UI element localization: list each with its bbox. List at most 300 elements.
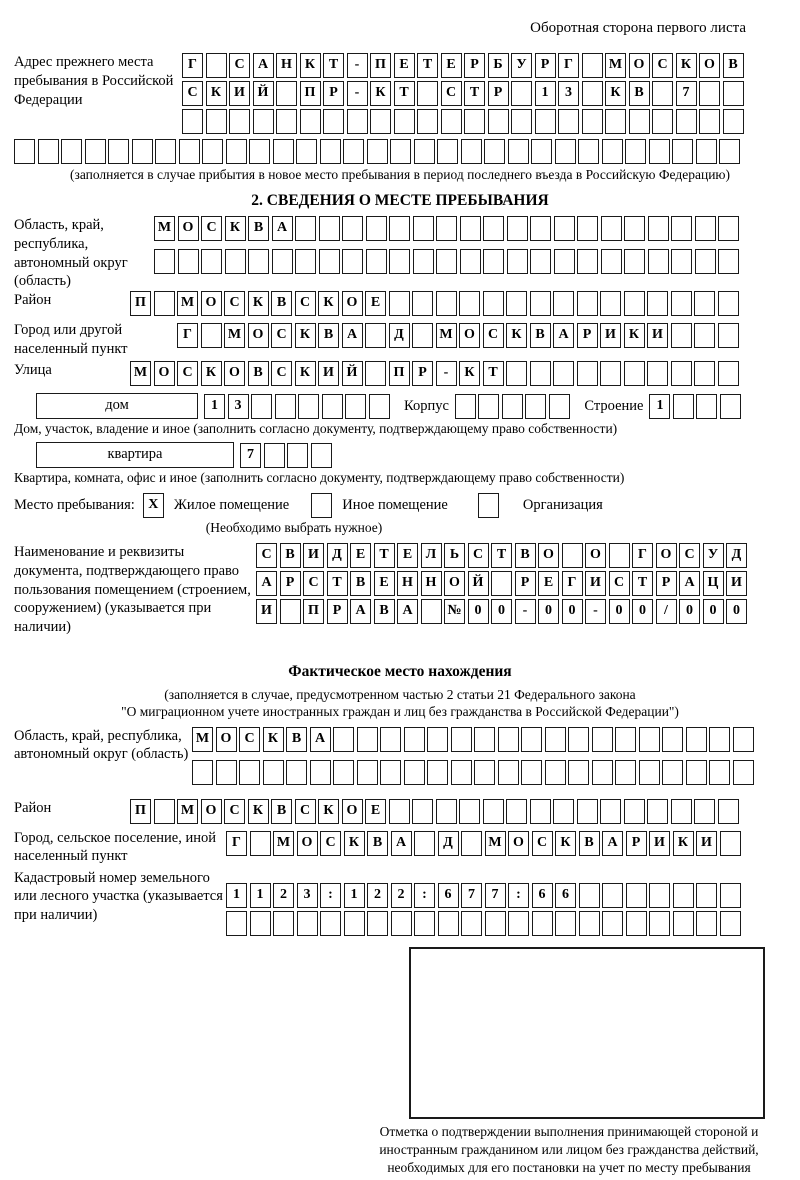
char-cell: Р <box>515 571 536 596</box>
char-cell <box>483 291 504 316</box>
char-cell: Б <box>488 53 509 78</box>
document-label: Наименование и реквизиты документа, подтверждающего право пользования помещением (строением, сооружением) (указывается при наличии) <box>14 543 251 636</box>
char-cell <box>555 911 576 936</box>
char-cell: 0 <box>609 599 630 624</box>
char-cell <box>414 831 435 856</box>
char-cell <box>530 216 551 241</box>
char-cell <box>553 291 574 316</box>
char-cell: К <box>673 831 694 856</box>
char-cell <box>545 727 566 752</box>
char-cell: 7 <box>240 443 261 468</box>
char-cell: К <box>248 799 269 824</box>
char-cell: Е <box>394 53 415 78</box>
char-cell <box>605 109 626 134</box>
char-cell: У <box>511 53 532 78</box>
char-cell <box>579 911 600 936</box>
char-cell <box>427 727 448 752</box>
char-cell <box>671 216 692 241</box>
stay-option-checkbox-zhiloe: X <box>143 493 164 518</box>
char-cell <box>459 291 480 316</box>
char-cell <box>525 394 546 419</box>
char-cell: 1 <box>649 394 670 419</box>
actual-region-label: Область, край, республика, автономный округ (область) <box>14 727 189 763</box>
char-cell <box>300 109 321 134</box>
char-cell <box>624 361 645 386</box>
char-cell <box>578 139 599 164</box>
char-cell <box>652 109 673 134</box>
char-cell: К <box>370 81 391 106</box>
document-rows <box>256 543 750 627</box>
char-cell <box>718 361 739 386</box>
char-row <box>182 53 746 78</box>
char-cell <box>276 109 297 134</box>
char-row <box>192 727 756 752</box>
char-cell <box>202 139 223 164</box>
house-row <box>36 393 786 419</box>
char-cell <box>389 216 410 241</box>
char-cell <box>629 109 650 134</box>
char-cell: - <box>436 361 457 386</box>
char-cell <box>226 139 247 164</box>
char-cell: В <box>286 727 307 752</box>
char-cell <box>201 323 222 348</box>
char-cell <box>507 249 528 274</box>
char-cell <box>460 249 481 274</box>
char-cell <box>531 139 552 164</box>
char-cell: С <box>295 799 316 824</box>
char-cell: С <box>468 543 489 568</box>
char-cell: К <box>263 727 284 752</box>
char-cell: Е <box>374 571 395 596</box>
char-cell: У <box>703 543 724 568</box>
char-cell <box>718 291 739 316</box>
char-cell: О <box>538 543 559 568</box>
char-row <box>154 216 742 241</box>
char-cell <box>206 53 227 78</box>
char-cell: К <box>318 799 339 824</box>
char-cell <box>648 249 669 274</box>
char-cell: - <box>347 81 368 106</box>
char-cell <box>201 249 222 274</box>
char-cell <box>357 727 378 752</box>
char-cell: 6 <box>555 883 576 908</box>
char-cell <box>718 249 739 274</box>
char-cell <box>723 81 744 106</box>
char-cell: К <box>295 361 316 386</box>
char-cell <box>273 911 294 936</box>
region-block <box>14 216 786 291</box>
char-cell <box>530 799 551 824</box>
char-cell: М <box>154 216 175 241</box>
char-cell <box>380 727 401 752</box>
char-row <box>256 543 750 568</box>
char-cell <box>322 394 343 419</box>
char-cell: Р <box>488 81 509 106</box>
stroenie-label: Строение <box>584 398 644 415</box>
char-cell <box>154 249 175 274</box>
char-cell: Е <box>441 53 462 78</box>
char-cell: О <box>297 831 318 856</box>
char-cell <box>577 291 598 316</box>
char-cell: А <box>272 216 293 241</box>
char-cell <box>367 911 388 936</box>
char-cell <box>600 361 621 386</box>
city-label: Город или другой населенный пункт <box>14 322 128 358</box>
char-cell: - <box>585 599 606 624</box>
char-cell <box>14 139 35 164</box>
char-cell <box>647 291 668 316</box>
char-cell: А <box>350 599 371 624</box>
char-cell <box>720 883 741 908</box>
char-cell <box>506 799 527 824</box>
stay-option-label-zhiloe: Жилое помещение <box>173 497 290 513</box>
char-cell <box>609 543 630 568</box>
char-cell <box>311 443 332 468</box>
char-cell: / <box>656 599 677 624</box>
char-cell <box>558 109 579 134</box>
char-cell: Т <box>483 361 504 386</box>
char-cell <box>370 109 391 134</box>
stay-type-row <box>14 493 786 518</box>
char-cell <box>498 727 519 752</box>
char-cell <box>437 139 458 164</box>
char-cell <box>216 760 237 785</box>
char-cell <box>709 760 730 785</box>
char-cell <box>251 394 272 419</box>
char-cell: М <box>192 727 213 752</box>
char-cell: О <box>216 727 237 752</box>
char-cell: И <box>585 571 606 596</box>
char-cell: И <box>256 599 277 624</box>
char-cell <box>394 109 415 134</box>
char-row <box>240 443 334 468</box>
actual-location-title: Фактическое место нахождения <box>288 662 512 680</box>
char-cell: Т <box>464 81 485 106</box>
char-cell: К <box>676 53 697 78</box>
char-cell <box>438 911 459 936</box>
char-cell: И <box>649 831 670 856</box>
page-subtitle: Оборотная сторона первого листа <box>530 20 746 36</box>
char-cell: Е <box>365 291 386 316</box>
actual-city-block <box>14 829 786 867</box>
char-cell <box>723 109 744 134</box>
char-cell <box>483 249 504 274</box>
char-cell <box>229 109 250 134</box>
char-cell: Г <box>177 323 198 348</box>
char-cell: Р <box>577 323 598 348</box>
char-cell: К <box>300 53 321 78</box>
char-cell <box>577 249 598 274</box>
char-cell: А <box>253 53 274 78</box>
char-cell: 0 <box>562 599 583 624</box>
char-cell <box>287 443 308 468</box>
char-cell: К <box>555 831 576 856</box>
char-cell: К <box>206 81 227 106</box>
char-cell <box>61 139 82 164</box>
char-cell: И <box>647 323 668 348</box>
char-cell <box>413 216 434 241</box>
char-cell: И <box>318 361 339 386</box>
char-cell: С <box>182 81 203 106</box>
char-cell: О <box>459 323 480 348</box>
char-cell <box>718 799 739 824</box>
char-cell: - <box>515 599 536 624</box>
char-cell <box>436 249 457 274</box>
char-cell: 0 <box>632 599 653 624</box>
char-cell <box>718 323 739 348</box>
char-cell: М <box>605 53 626 78</box>
char-cell <box>391 911 412 936</box>
char-cell: 0 <box>491 599 512 624</box>
char-cell <box>248 249 269 274</box>
char-cell <box>464 109 485 134</box>
char-cell <box>733 760 754 785</box>
char-cell <box>696 911 717 936</box>
char-cell <box>389 799 410 824</box>
char-cell: Т <box>491 543 512 568</box>
char-cell <box>662 760 683 785</box>
char-cell <box>535 109 556 134</box>
char-cell <box>319 216 340 241</box>
char-row <box>130 799 741 824</box>
char-cell: 1 <box>344 883 365 908</box>
char-cell: А <box>679 571 700 596</box>
char-cell: П <box>130 291 151 316</box>
char-cell <box>413 249 434 274</box>
char-cell <box>530 291 551 316</box>
char-cell: К <box>506 323 527 348</box>
street-label: Улица <box>14 362 52 379</box>
char-cell <box>342 249 363 274</box>
char-cell: Е <box>538 571 559 596</box>
char-cell: И <box>600 323 621 348</box>
char-cell: К <box>295 323 316 348</box>
char-cell <box>404 727 425 752</box>
char-cell <box>474 727 495 752</box>
char-cell <box>239 760 260 785</box>
char-cell: 0 <box>468 599 489 624</box>
char-cell <box>673 883 694 908</box>
char-cell: С <box>679 543 700 568</box>
char-cell <box>676 109 697 134</box>
char-cell <box>647 799 668 824</box>
char-cell: С <box>295 291 316 316</box>
char-cell <box>671 361 692 386</box>
char-cell <box>624 291 645 316</box>
char-cell: К <box>318 291 339 316</box>
actual-district-label: Район <box>14 799 52 816</box>
char-cell: В <box>248 361 269 386</box>
char-cell <box>602 883 623 908</box>
char-cell: М <box>224 323 245 348</box>
char-cell <box>459 799 480 824</box>
char-cell <box>389 249 410 274</box>
char-cell: К <box>225 216 246 241</box>
stay-option-label-org: Организация <box>522 497 603 513</box>
char-row <box>226 883 743 908</box>
char-cell <box>582 81 603 106</box>
char-cell <box>694 291 715 316</box>
char-cell <box>182 109 203 134</box>
char-cell: О <box>201 291 222 316</box>
stay-option-checkbox-inoe <box>311 493 332 518</box>
district-block <box>14 291 786 319</box>
char-cell <box>579 883 600 908</box>
char-cell: Г <box>182 53 203 78</box>
prev-address-label: Адрес прежнего места пребывания в Российской Федерации <box>14 54 174 108</box>
char-cell <box>390 139 411 164</box>
char-cell <box>600 799 621 824</box>
char-cell: О <box>444 571 465 596</box>
char-cell: М <box>273 831 294 856</box>
char-cell: В <box>350 571 371 596</box>
char-cell <box>699 81 720 106</box>
char-cell <box>460 216 481 241</box>
char-cell: А <box>256 571 277 596</box>
char-cell <box>647 361 668 386</box>
char-cell <box>695 249 716 274</box>
char-cell: А <box>391 831 412 856</box>
char-cell <box>671 799 692 824</box>
char-cell: А <box>397 599 418 624</box>
char-cell <box>696 883 717 908</box>
char-cell <box>366 216 387 241</box>
char-cell: М <box>130 361 151 386</box>
char-cell: О <box>342 291 363 316</box>
char-cell: Д <box>389 323 410 348</box>
char-cell: 0 <box>538 599 559 624</box>
char-cell <box>276 81 297 106</box>
char-cell <box>582 53 603 78</box>
char-cell: К <box>248 291 269 316</box>
char-cell: О <box>201 799 222 824</box>
char-cell: Г <box>562 571 583 596</box>
char-cell: М <box>436 323 457 348</box>
char-cell <box>347 109 368 134</box>
char-cell <box>461 139 482 164</box>
char-cell: Т <box>327 571 348 596</box>
char-cell: А <box>310 727 331 752</box>
char-cell <box>694 323 715 348</box>
char-cell: 0 <box>703 599 724 624</box>
char-cell <box>178 249 199 274</box>
char-cell: - <box>347 53 368 78</box>
prev-address-full-row <box>14 139 786 164</box>
region-rows <box>154 216 742 277</box>
char-cell <box>380 760 401 785</box>
char-cell <box>568 760 589 785</box>
char-cell: К <box>459 361 480 386</box>
char-cell <box>310 760 331 785</box>
char-cell: Ц <box>703 571 724 596</box>
char-cell <box>345 394 366 419</box>
district-label: Район <box>14 292 52 309</box>
apartment-note: Квартира, комната, офис и иное (заполнить согласно документу, подтверждающему право собственности) <box>14 470 625 486</box>
char-cell <box>451 727 472 752</box>
char-cell <box>275 394 296 419</box>
char-cell: 7 <box>485 883 506 908</box>
char-cell <box>417 81 438 106</box>
char-cell: И <box>303 543 324 568</box>
actual-district-block <box>14 799 786 827</box>
char-row <box>154 249 742 274</box>
char-cell <box>369 394 390 419</box>
actual-region-rows <box>192 727 756 788</box>
char-cell <box>38 139 59 164</box>
section2-title: 2. СВЕДЕНИЯ О МЕСТЕ ПРЕБЫВАНИЯ <box>251 191 549 209</box>
char-cell <box>280 599 301 624</box>
char-cell: С <box>271 361 292 386</box>
char-cell <box>649 139 670 164</box>
char-cell: Й <box>253 81 274 106</box>
char-cell <box>694 361 715 386</box>
char-cell: Й <box>468 571 489 596</box>
char-cell <box>461 911 482 936</box>
char-cell: В <box>318 323 339 348</box>
char-cell: С <box>224 799 245 824</box>
char-cell: С <box>303 571 324 596</box>
char-cell: В <box>367 831 388 856</box>
city-block <box>14 321 786 359</box>
char-cell <box>436 216 457 241</box>
char-cell: С <box>532 831 553 856</box>
char-cell <box>601 249 622 274</box>
char-cell: С <box>201 216 222 241</box>
char-cell <box>530 361 551 386</box>
char-cell <box>478 394 499 419</box>
char-cell: С <box>483 323 504 348</box>
char-cell: : <box>508 883 529 908</box>
actual-location-note2: "О миграционном учете иностранных граждан и лиц без гражданства в Российской Федерации") <box>121 703 679 719</box>
char-cell: И <box>726 571 747 596</box>
char-cell: 1 <box>226 883 247 908</box>
char-cell <box>333 760 354 785</box>
char-cell: Л <box>421 543 442 568</box>
char-cell: С <box>177 361 198 386</box>
char-cell: П <box>300 81 321 106</box>
char-cell <box>718 216 739 241</box>
char-cell <box>436 799 457 824</box>
char-cell: П <box>389 361 410 386</box>
char-cell <box>272 249 293 274</box>
char-cell: К <box>624 323 645 348</box>
char-cell <box>562 543 583 568</box>
char-cell: П <box>303 599 324 624</box>
char-row <box>204 394 392 419</box>
char-cell: Р <box>323 81 344 106</box>
actual-location-note1: (заполняется в случае, предусмотренном частью 2 статьи 21 Федерального закона <box>164 686 636 702</box>
char-cell <box>483 216 504 241</box>
char-cell <box>696 139 717 164</box>
char-cell: 2 <box>367 883 388 908</box>
char-cell: С <box>320 831 341 856</box>
char-cell <box>436 291 457 316</box>
confirmation-note: Отметка о подтверждении выполнения принимающей стороной и иностранным гражданином или лицом без гражданства действий, необходимых для его постановки на учет по месту пребывания <box>379 1123 759 1176</box>
char-cell <box>484 139 505 164</box>
char-cell <box>719 139 740 164</box>
stay-type-note: (Необходимо выбрать нужное) <box>205 520 383 535</box>
char-cell <box>554 216 575 241</box>
char-cell: С <box>441 81 462 106</box>
region-label: Область, край, республика, автономный округ (область) <box>14 216 128 290</box>
char-cell <box>333 727 354 752</box>
char-cell: В <box>280 543 301 568</box>
char-cell <box>323 109 344 134</box>
char-cell: К <box>344 831 365 856</box>
char-cell <box>649 883 670 908</box>
char-cell <box>671 291 692 316</box>
char-cell: 3 <box>297 883 318 908</box>
